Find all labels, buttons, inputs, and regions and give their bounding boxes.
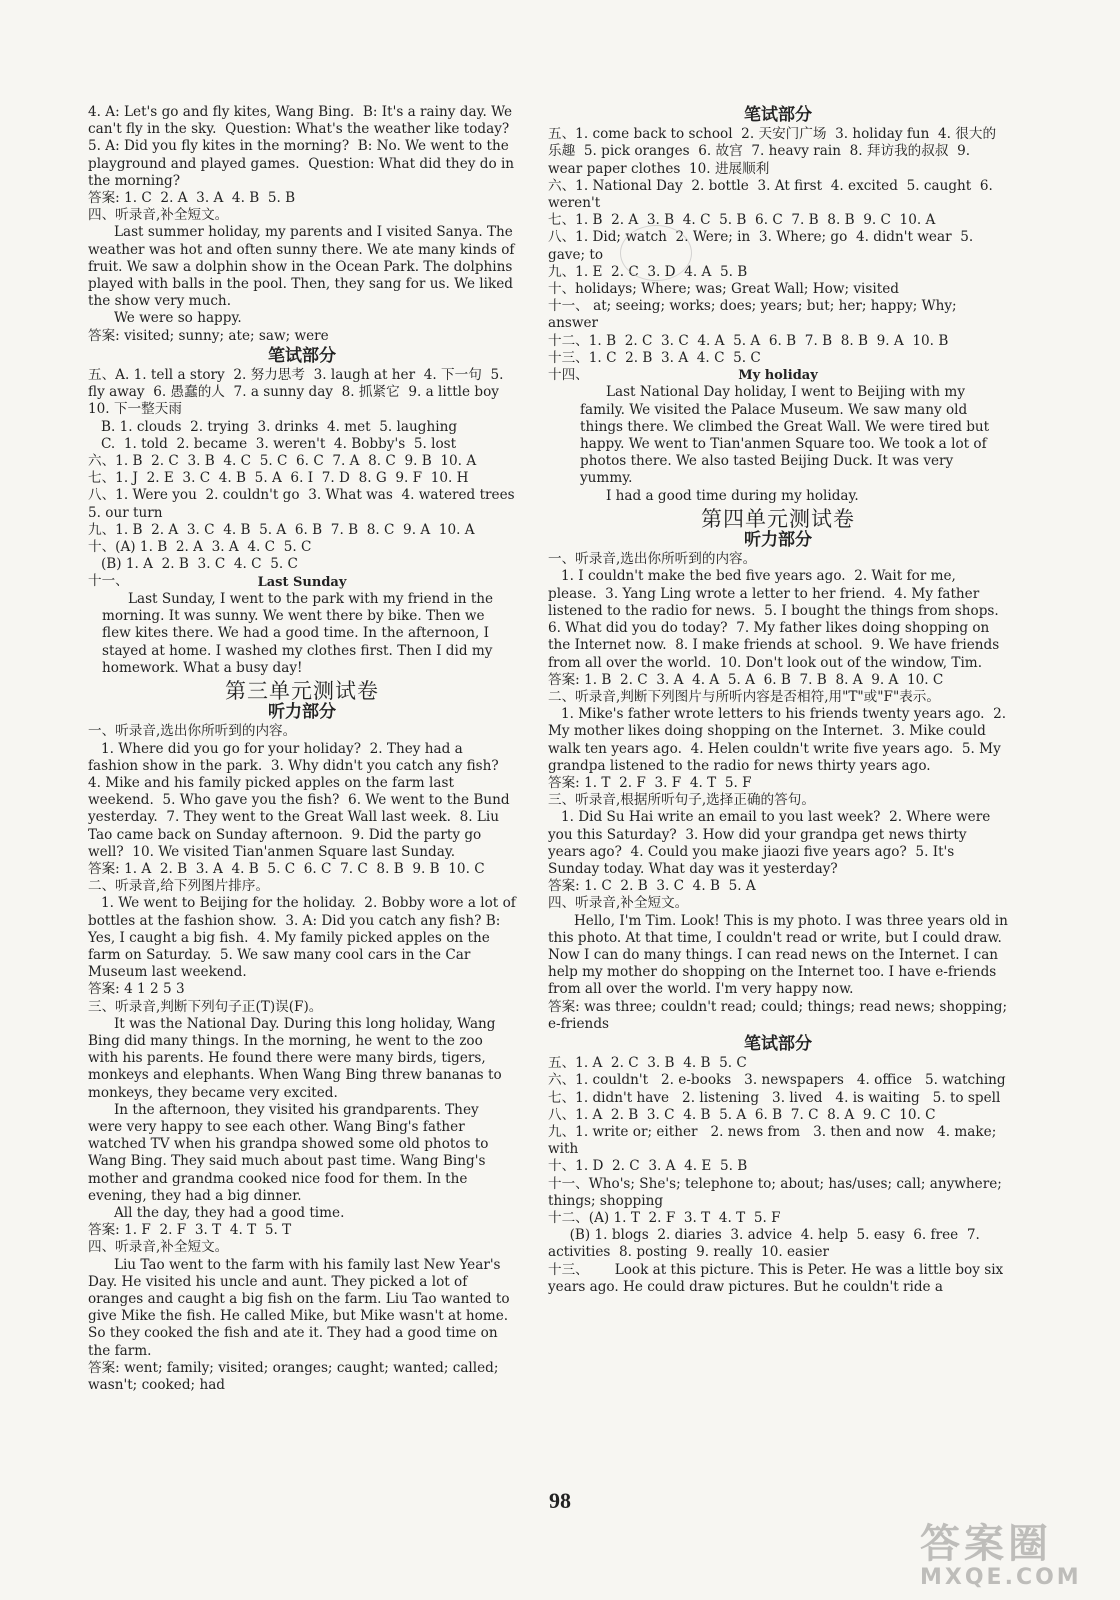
essay-text: Last Sunday, I went to the park with my friend in the morning. It was sunny. We went there by bike. Then we flew kites there. We had a good time. In the afternoon, I stayed at home. I washed my clothes first. Then I did my homework. What a busy day! — [102, 590, 498, 676]
answer-line: 九、1. write or; either 2. news from 3. then and now 4. make; with — [548, 1123, 1001, 1158]
text-line: 十三、 Look at this picture. This is Peter. He was a little boy six years ago. He could draw pictures. But he couldn't ride a — [548, 1261, 1008, 1295]
answer-line: 答案: went; family; visited; oranges; caught; wanted; called; wasn't; cooked; had — [88, 1359, 503, 1394]
watermark-logo — [920, 1512, 1100, 1590]
answer-line: 八、1. Did; watch 2. Were; in 3. Where; go 4. didn't wear 5. gave; to — [548, 229, 978, 263]
written-part-title: 笔试部分 — [268, 345, 336, 366]
text-line: In the afternoon, they visited his grandparents. They were very happy to see each other. Wang Bing's father watched TV when his grandpa showed some old photos to Wang Bing. They said much about past time. Wang Bing's mother and grandma cooked nice food for them. In the evening, they had a big dinner. — [88, 1101, 493, 1204]
text-line: 1. Mike's father wrote letters to his friends twenty years ago. 2. My mother likes doing shopping on the Internet. 3. Mike could walk ten years ago. 4. Helen couldn't write five years ago. 5. My grandpa listened to the radio for news thirty years ago. — [548, 706, 1011, 774]
left-section-c — [88, 723, 521, 1394]
section-heading: 一、听录音,选出你所听到的内容。 — [548, 551, 757, 568]
watermark-text: 答案圈 — [920, 1521, 1052, 1567]
right-column — [548, 104, 1013, 1296]
answer-line: 答案: 1. T 2. F 3. F 4. T 5. F — [548, 774, 752, 791]
left-section-a — [88, 104, 519, 345]
unit-4-title: 第四单元测试卷 — [701, 506, 855, 531]
answer-line: 十、1. D 2. C 3. A 4. E 5. B — [548, 1158, 748, 1175]
essay-title: My holiday — [738, 368, 818, 384]
essay-text: Last National Day holiday, I went to Beijing with my family. We visited the Palace Museum. We saw many old things there. We climbed the Great Wall. We were tired but happy. We went to Tian'anmen Square too. We took a lot of photos there. We also tasted Beijing Duck. It was very yummy. — [580, 384, 994, 487]
answer-line: 九、1. E 2. C 3. D 4. A 5. B — [548, 263, 748, 280]
text-line: It was the National Day. During this long holiday, Wang Bing did many things. In the morning, he went to the zoo with his parents. He found there were many birds, tigers, monkeys and elephants. When Wang Bing threw bananas to monkeys, they became very excited. — [88, 1015, 506, 1101]
answer-line: 十二、(A) 1. T 2. F 3. T 4. T 5. F — [548, 1210, 781, 1226]
watermark-url: MXQE.COM — [920, 1565, 1082, 1590]
answer-line: 十三、1. C 2. B 3. A 4. C 5. C — [548, 349, 761, 366]
answer-line: 答案: 1. A 2. B 3. A 4. B 5. C 6. C 7. C 8. B 9. B 10. C — [88, 860, 485, 877]
text-line: Last summer holiday, my parents and I visited Sanya. The weather was hot and often sunny there. We ate many kinds of fruit. We saw a dolphin show in the Ocean Park. The dolphins played with balls in the pool. Then, they sang for us. We liked the show very much. — [88, 224, 519, 310]
answer-line: 答案: was three; couldn't read; could; things; read news; shopping; e-friends — [548, 998, 1012, 1032]
answer-line: 十二、1. B 2. C 3. C 4. A 5. A 6. B 7. B 8. B 9. A 10. B — [548, 332, 949, 349]
section-heading: 三、听录音,根据所听句子,选择正确的答句。 — [548, 792, 815, 809]
section-heading: 二、听录音,判断下列图片与所听内容是否相符,用"T"或"F"表示。 — [548, 688, 940, 705]
text-line: 1. We went to Beijing for the holiday. 2. Bobby wore a lot of bottles at the fashion show. 3. A: Did you catch any fish? B: Yes, I caught a big fish. 4. My family picked apples on the farm on Saturday. 5. We saw many cool cars in the Car Museum last weekend. — [88, 895, 521, 981]
answer-line: 七、1. J 2. E 3. C 4. B 5. A 6. I 7. D 8. G 9. F 10. H — [88, 470, 469, 487]
page-number: 98 — [549, 1488, 571, 1513]
section-heading: 一、听录音,选出你所听到的内容。 — [88, 723, 297, 740]
answer-line: 答案: visited; sunny; ate; saw; were — [88, 327, 329, 344]
answer-line: (B) 1. A 2. B 3. C 4. C 5. C — [88, 556, 298, 573]
answer-line: 七、1. B 2. A 3. B 4. C 5. B 6. C 7. B 8. B 9. C 10. A — [548, 212, 936, 229]
section-heading: 三、听录音,判断下列句子正(T)误(F)。 — [88, 998, 323, 1015]
essay-title: Last Sunday — [257, 574, 347, 590]
answer-line: B. 1. clouds 2. trying 3. drinks 4. met 5. laughing — [88, 418, 458, 435]
right-section-a — [548, 126, 1008, 367]
answer-line: 六、1. B 2. C 3. B 4. C 5. C 6. C 7. A 8. C 9. B 10. A — [88, 453, 477, 470]
faint-stamp-mark — [620, 225, 692, 281]
answer-line: 七、1. didn't have 2. listening 3. lived 4. is waiting 5. to spell — [548, 1089, 1001, 1106]
answer-line: 十一、Who's; She's; telephone to; about; has/uses; call; anywhere; things; shopping — [548, 1175, 1007, 1209]
text-line: Hello, I'm Tim. Look! This is my photo. I was three years old in this photo. At that time, I couldn't read or write, but I could draw. Now I can do many things. I can read news on the Internet. I can help my mother do shopping on the Internet too. I have e-friends from all over the world. I'm very happy now. — [548, 912, 1013, 998]
listening-part-title: 听力部分 — [744, 530, 812, 551]
answer-line: C. 1. told 2. became 3. weren't 4. Bobby's 5. lost — [88, 435, 457, 452]
answer-line: 十、holidays; Where; was; Great Wall; How; visited — [548, 281, 899, 298]
answer-line: 五、A. 1. tell a story 2. 努力思考 3. laugh at her 4. 下一句 5. fly away 6. 愚蠢的人 7. a sunny day 8. 抓紧它 9. a little boy 10. 下一整天雨 — [88, 367, 508, 418]
answer-line: 五、1. come back to school 2. 天安门广场 3. holiday fun 4. 很大的乐趣 5. pick oranges 6. 故宫 7. heavy rain 8. 拜访我的叔叔 9. wear paper clothes 10. 进展顺利 — [548, 126, 997, 177]
answer-line: 九、1. B 2. A 3. C 4. B 5. A 6. B 7. B 8. C 9. A 10. A — [88, 521, 475, 538]
unit-3-title: 第三单元测试卷 — [225, 678, 379, 703]
text-line: Liu Tao went to the farm with his family last New Year's Day. He visited his uncle and aunt. They picked a lot of oranges and caught a big fish on the farm. Liu Tao wanted to give Mike the fish. He called Mike, but Mike wasn't at home. So they cooked the fish and ate it. They had a good time on the farm. — [88, 1256, 514, 1359]
text-line: All the day, they had a good time. — [88, 1205, 345, 1221]
listening-part-title: 听力部分 — [268, 702, 336, 723]
text-line: 4. A: Let's go and fly kites, Wang Bing. B: It's a rainy day. We can't fly in the sky. Question: What's the weather like today? 5. A: Did you fly kites in the morning? B: No. We went to the playground and played games. Question: What did they do in the morning? — [88, 104, 519, 189]
left-section-b — [88, 367, 524, 573]
answer-line: (B) 1. blogs 2. diaries 3. advice 4. help 5. easy 6. free 7. activities 8. posting 9. really 10. easier — [548, 1227, 985, 1261]
answer-line: 答案: 1. C 2. A 3. A 4. B 5. B — [88, 190, 296, 207]
answer-line: 十一、 at; seeing; works; does; years; but; her; happy; Why; answer — [548, 298, 961, 332]
essay-label: 十四、 — [548, 367, 589, 384]
essay-text: I had a good time during my holiday. — [580, 487, 859, 504]
text-line: We were so happy. — [88, 310, 242, 327]
section-heading: 四、听录音,补全短文。 — [548, 895, 689, 912]
answer-line: 答案: 1. F 2. F 3. T 4. T 5. T — [88, 1222, 292, 1239]
answer-line: 五、1. A 2. C 3. B 4. B 5. C — [548, 1055, 747, 1072]
written-part-title: 笔试部分 — [744, 1033, 812, 1054]
answer-line: 答案: 1. C 2. B 3. C 4. B 5. A — [548, 878, 756, 895]
text-line: 1. Did Su Hai write an email to you last week? 2. Where were you this Saturday? 3. How did your grandpa get news thirty years ago? 4. Could you make jiaozi five years ago? 5. It's Sunday today. What day was it yesterday? — [548, 809, 995, 877]
text-line: 1. I couldn't make the bed five years ago. 2. Wait for me, please. 3. Yang Ling wrote a letter to her friend. 4. My father listened to the radio for news. 5. I bought the things from shops. 6. What did you do today? 7. My father likes doing shopping on the Internet now. 8. I make friends at school. 9. We have friends from all over the world. 10. Don't look out of the window, Tim. — [548, 568, 1008, 671]
answer-line: 答案: 1. B 2. C 3. A 4. A 5. A 6. B 7. B 8. A 9. A 10. C — [548, 671, 944, 688]
answer-line: 六、1. National Day 2. bottle 3. At first 4. excited 5. caught 6. weren't — [548, 177, 998, 212]
answer-line: 八、1. A 2. B 3. C 4. B 5. A 6. B 7. C 8. A 9. C 10. C — [548, 1106, 936, 1123]
text-line: 1. Where did you go for your holiday? 2. They had a fashion show in the park. 3. Why didn't you catch any fish? 4. Mike and his family picked apples on the farm last weekend. 5. Who gave you the fish? 6. We went to the Bund yesterday. 7. They went to the Great Wall last week. 8. Liu Tao came back on Sunday afternoon. 9. Did the party go well? 10. We visited Tian'anmen Square last Sunday. — [88, 740, 514, 860]
answer-line: 答案: 4 1 2 5 3 — [88, 981, 185, 998]
answer-line: 六、1. couldn't 2. e-books 3. newspapers 4. office 5. watching — [548, 1072, 1006, 1089]
essay-my-holiday — [548, 367, 1008, 505]
answer-line: 八、1. Were you 2. couldn't go 3. What was 4. watered trees 5. our turn — [88, 487, 524, 521]
right-section-c — [548, 1055, 1008, 1296]
section-heading: 四、听录音,补全短文。 — [88, 1239, 229, 1256]
answer-line: 十、(A) 1. B 2. A 3. A 4. C 5. C — [88, 539, 312, 556]
section-heading: 四、听录音,补全短文。 — [88, 207, 229, 224]
right-section-b — [548, 551, 1013, 1033]
written-part-title: 笔试部分 — [744, 105, 812, 125]
essay-last-sunday — [88, 573, 516, 676]
section-heading: 二、听录音,给下列图片排序。 — [88, 878, 270, 895]
essay-label: 十一、 — [88, 573, 129, 590]
left-column — [88, 104, 524, 1394]
